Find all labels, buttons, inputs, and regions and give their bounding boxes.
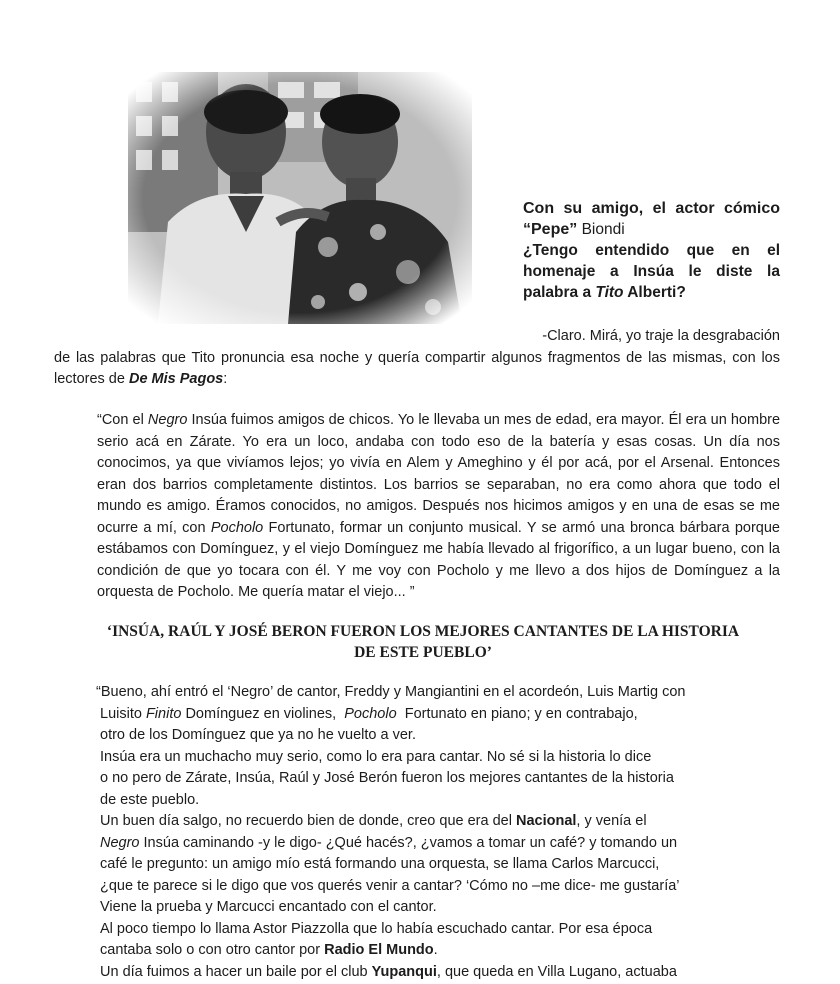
photo-caption	[523, 198, 780, 303]
heading-line-1: ‘INSÚA, RAÚL Y JOSÉ BERON FUERON LOS MEJORES CANTANTES DE LA HISTORIA	[106, 623, 740, 640]
heading-line-2: DE ESTE PUEBLO’	[354, 644, 492, 661]
narrative-line: Al poco tiempo lo llama Astor Piazzolla que lo había escuchado cantar. Por esa época	[100, 920, 653, 937]
narrative-line	[96, 833, 786, 855]
narrative-line	[96, 811, 786, 833]
narrative-line: Viene la prueba y Marcucci encantado con el cantor.	[100, 899, 437, 915]
narrative-bold: Nacional	[515, 813, 577, 829]
quote-part-1: “Con el	[97, 412, 144, 428]
narrative-italic: Negro	[100, 834, 140, 851]
photo-illustration	[128, 72, 472, 324]
caption-question-end: Alberti?	[627, 284, 686, 301]
narrative-line: Insúa era un muchacho muy serio, como lo era para cantar. No sé si la historia lo dice	[100, 748, 652, 765]
narrative-text-fragment: .	[433, 942, 438, 958]
photo-two-men	[128, 72, 472, 324]
narrative-text-fragment: Luisito	[100, 705, 142, 722]
narrative-line: “Bueno, ahí entró el ‘Negro’ de cantor, Freddy y Mangiantini en el acordeón, Luis Martig con	[96, 684, 686, 700]
narrative-bold: Yupanqui	[371, 963, 437, 980]
narrative-line: café le pregunto: un amigo mío está formando una orquesta, se llama Carlos Marcucci,	[100, 856, 660, 872]
narrative-text-fragment: Fortunato en piano; y en contrabajo,	[404, 705, 638, 722]
quote-part-3: Fortunato, formar un conjunto musical. Y se armó una bronca bárbara porque estábamos con Domínguez, y el viejo Domínguez me había llevado al frigorífico, a un lugar bueno, con la condición de que yo tocara con él. Y me voy con Pocholo y me llevo a dos hijos de Domínguez a la orquesta de Pocholo. Me quería matar el viejo... ”	[97, 519, 780, 600]
magazine-name: De Mis Pagos	[128, 371, 224, 387]
narrative-line: o no pero de Zárate, Insúa, Raúl y José Berón fueron los mejores cantantes de la historia	[100, 770, 674, 786]
caption-question: ¿Tengo entendido que en el homenaje a Insúa le diste la palabra a	[523, 242, 780, 301]
narrative-line	[96, 704, 786, 726]
narrative-text-fragment: , que queda en Villa Lugano, actuaba	[436, 963, 677, 980]
quote-paragraph	[97, 410, 780, 604]
narrative-text-fragment: Un buen día salgo, no recuerdo bien de donde, creo que era del	[100, 813, 512, 829]
narrative-line: de este pueblo.	[100, 791, 200, 808]
intro-colon: :	[223, 371, 228, 387]
narrative-text-fragment: cantaba solo o con otro cantor por	[100, 942, 321, 958]
intro-body: de las palabras que Tito pronuncia esa noche y quería compartir algunos fragmentos de las mismas, con los lectores de	[54, 349, 780, 387]
narrative-line: ¿que te parece si le digo que vos querés venir a cantar? ‘Cómo no –me dice- me gustaría’	[100, 877, 680, 894]
quote-part-2: Insúa fuimos amigos de chicos. Yo le llevaba un mes de edad, era mayor. Él era un hombre serio acá en Zárate. Yo era un loco, andaba con todo eso de la batería y esas cosas. Un día nos conocimos, ya que vivíamos lejos; yo vivía en Alem y Ameghino y él por acá, por el Arsenal. Entonces eran dos barrios completamente distintos. Los barrios se separaban, no era como ahora que todo el mundo es amigo. Éramos conocidos, no amigos. Después nos hicimos amigos y en una de esas se me ocurre a mí, con	[97, 412, 781, 536]
narrative-text-fragment: Un día fuimos a hacer un baile por el club	[100, 963, 368, 980]
caption-question-italic: Tito	[595, 284, 624, 301]
quote-italic-pocholo: Pocholo	[210, 519, 264, 536]
narrative-text-fragment: , y venía el	[576, 813, 647, 829]
narrative-text-fragment: Domínguez en violines,	[185, 705, 337, 722]
narrative-text	[96, 682, 786, 983]
section-heading	[60, 621, 786, 663]
intro-lead: -Claro. Mirá, yo traje la desgrabación	[542, 328, 780, 344]
narrative-italic: Pocholo	[344, 705, 397, 722]
narrative-text-fragment: Insúa caminando -y le digo- ¿Qué hacés?, ¿vamos a tomar un café? y tomando un	[143, 834, 678, 851]
narrative-bold: Radio El Mundo	[324, 942, 434, 958]
intro-paragraph	[54, 326, 780, 391]
caption-name: Biondi	[581, 221, 625, 238]
narrative-line: otro de los Domínguez que ya no he vuelto a ver.	[100, 727, 416, 743]
caption-title: Con su amigo, el actor cómico “Pepe”	[523, 200, 780, 238]
quote-italic-negro: Negro	[147, 412, 188, 428]
narrative-line	[96, 962, 786, 984]
narrative-line	[96, 940, 786, 962]
narrative-italic: Finito	[145, 705, 182, 722]
